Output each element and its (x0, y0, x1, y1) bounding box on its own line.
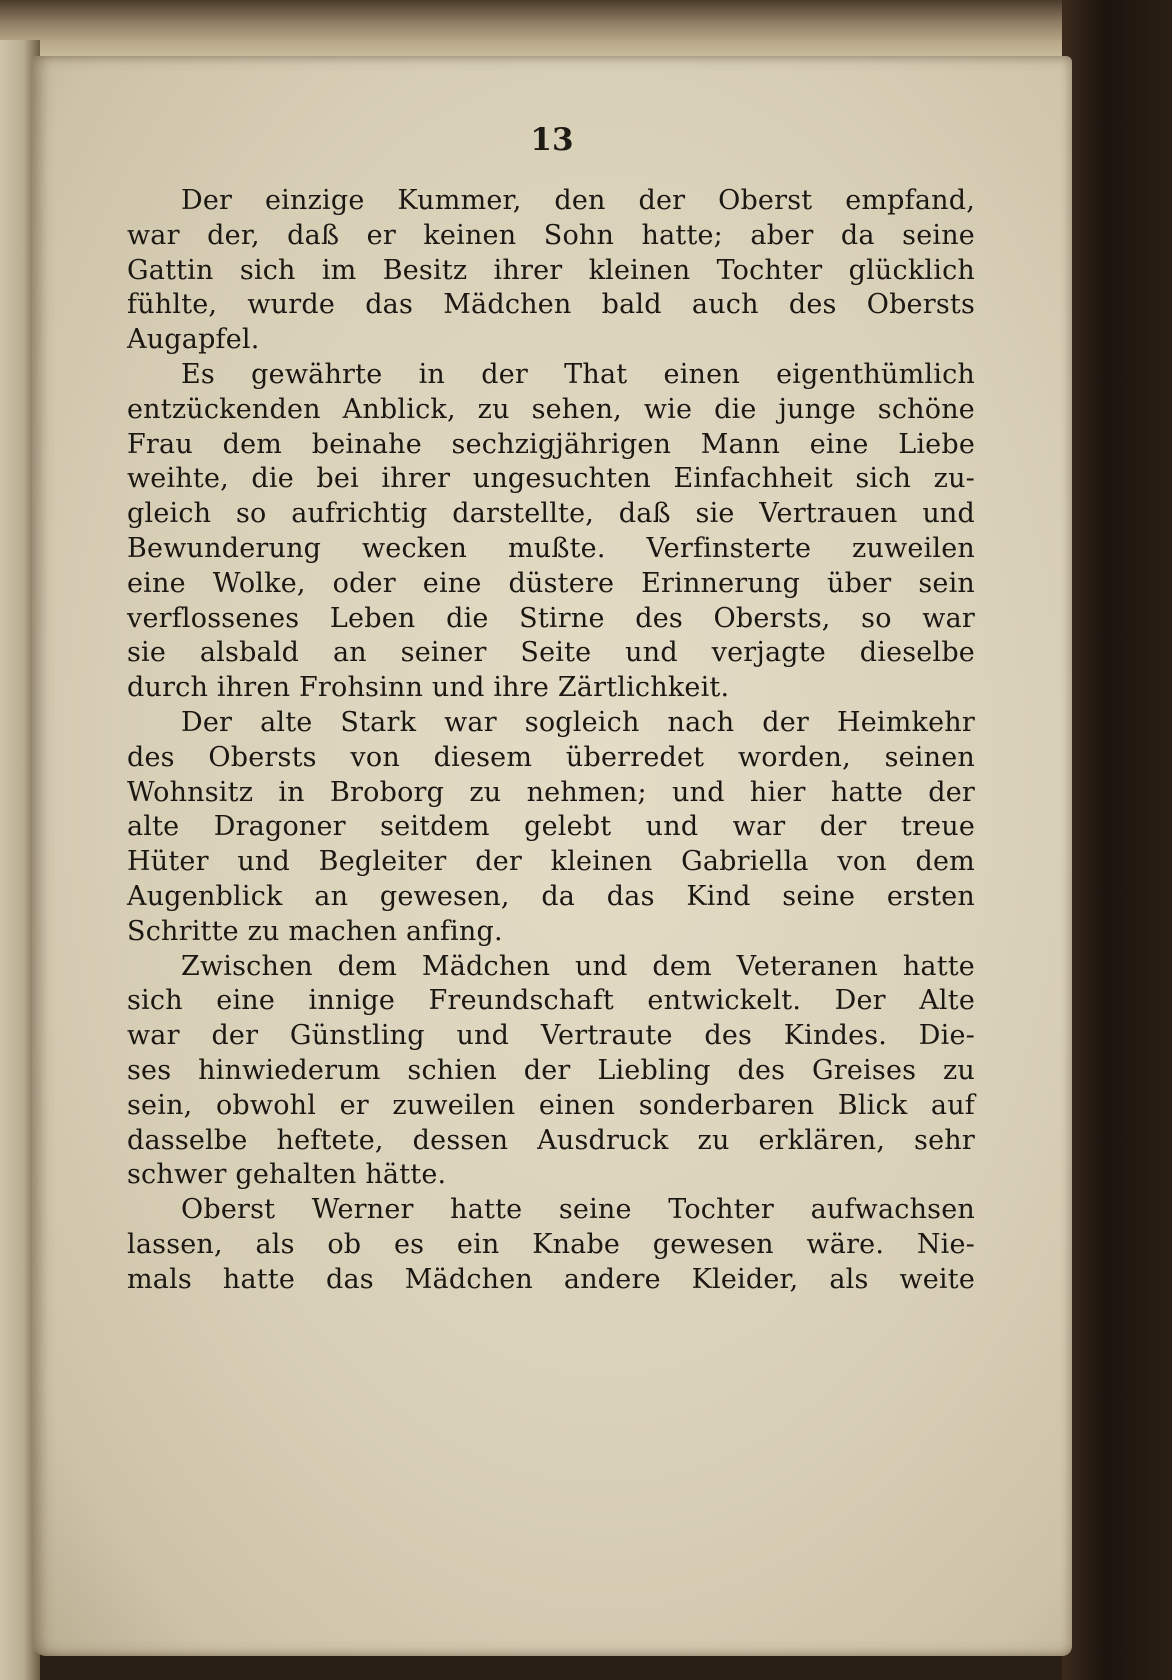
text-line: war der, daß er keinen Sohn hatte; aber da seine (127, 219, 975, 251)
page-number: 13 (530, 122, 574, 158)
text-line: Der alte Stark war sogleich nach der Heimkehr (181, 706, 975, 738)
book-page (32, 56, 1072, 1656)
text-line: Frau dem beinahe sechzigjährigen Mann eine Liebe (127, 428, 975, 460)
text-line: sich eine innige Freundschaft entwickelt. Der Alte (127, 985, 975, 1017)
text-line: lassen, als ob es ein Knabe gewesen wäre. Nie- (127, 1228, 975, 1260)
text-line: sein, obwohl er zuweilen einen sonderbaren Blick auf (127, 1089, 975, 1121)
text-line: eine Wolke, oder eine düstere Erinnerung über sein (127, 567, 975, 599)
text-line: Zwischen dem Mädchen und dem Veteranen hatte (181, 950, 975, 982)
text-line: durch ihren Frohsinn und ihre Zärtlichkeit. (127, 672, 730, 704)
text-line: Wohnsitz in Broborg zu nehmen; und hier hatte der (127, 776, 975, 808)
text-line: verflossenes Leben die Stirne des Obersts, so war (127, 602, 975, 634)
text-line: alte Dragoner seitdem gelebt und war der treue (127, 811, 975, 843)
text-line: ses hinwiederum schien der Liebling des Greises zu (127, 1054, 975, 1086)
book-cover-edge (1062, 0, 1172, 1680)
text-line: Hüter und Begleiter der kleinen Gabriella von dem (127, 846, 975, 878)
text-line: dasselbe heftete, dessen Ausdruck zu erklären, sehr (127, 1124, 975, 1156)
text-line: Der einzige Kummer, den der Oberst empfand, (181, 185, 975, 216)
text-line: Augenblick an gewesen, da das Kind seine ersten (127, 880, 975, 912)
text-line: Bewunderung wecken mußte. Verfinsterte zuweilen (127, 532, 975, 564)
text-line: gleich so aufrichtig darstellte, daß sie Vertrauen und (127, 498, 975, 530)
text-line: sie alsbald an seiner Seite und verjagte dieselbe (127, 637, 975, 669)
text-line: war der Günstling und Vertraute des Kindes. Die- (127, 1020, 975, 1052)
text-line: weihte, die bei ihrer ungesuchten Einfachheit sich zu- (127, 463, 975, 495)
text-line: schwer gehalten hätte. (127, 1159, 447, 1191)
text-line: Augapfel. (127, 324, 260, 356)
text-line: fühlte, wurde das Mädchen bald auch des Obersts (127, 289, 975, 321)
text-line: des Obersts von diesem überredet worden, seinen (127, 741, 975, 773)
text-line: Es gewährte in der That einen eigenthümlich (181, 358, 975, 390)
text-line: Gattin sich im Besitz ihrer kleinen Tochter glücklich (127, 254, 975, 286)
text-line: entzückenden Anblick, zu sehen, wie die junge schöne (127, 393, 975, 425)
text-line: Oberst Werner hatte seine Tochter aufwachsen (181, 1194, 975, 1226)
text-line: Schritte zu machen anfing. (127, 915, 503, 947)
text-line: mals hatte das Mädchen andere Kleider, als weite (127, 1263, 975, 1295)
body-text (127, 184, 975, 1298)
